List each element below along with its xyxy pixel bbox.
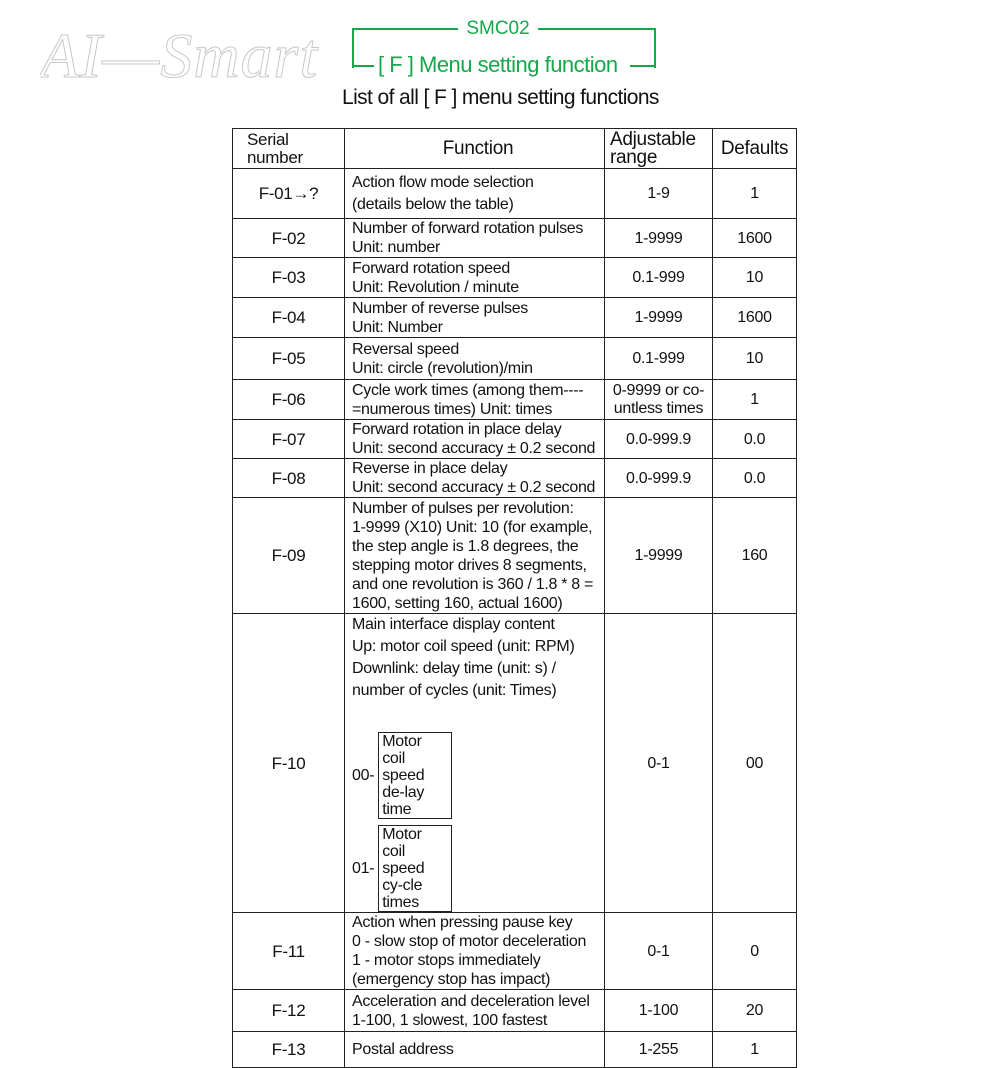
range-cell [605,169,713,219]
range-text: 1-100 [638,1002,679,1019]
function-line: 0 - slow stop of motor deceleration [352,933,587,950]
table-row [233,338,797,380]
table-row [233,614,797,913]
function-cell [345,420,605,459]
section-subtitle: [ F ] Menu setting function [378,52,618,77]
function-line: Main interface display content [352,616,555,633]
option-code: 01- [352,860,375,877]
range-text: 0.1-999 [632,269,685,286]
range-text: 0-1 [647,942,670,960]
page-title: List of all [ F ] menu setting functions [342,86,659,109]
function-cell [345,169,605,219]
default-cell: 1 [713,380,797,420]
range-text: 0.1-999 [632,350,685,367]
serial-cell: F-11 [233,913,345,990]
header-serial: Serial number [233,129,345,169]
serial-cell: F-07 [233,420,345,459]
header-defaults: Defaults [713,129,797,169]
range-text: 0-9999 or co-untless times [612,381,705,417]
range-cell [605,990,713,1032]
function-line: Number of reverse pulses [352,299,528,317]
range-cell [605,298,713,338]
option-box: Motor coil speed cy-cle times [378,825,452,912]
range-cell [605,614,713,913]
serial-cell: F-03 [233,258,345,298]
table-row [233,1032,797,1068]
default-cell: 1600 [713,298,797,338]
range-text: 0-1 [647,754,670,772]
function-cell [345,459,605,498]
table-row [233,169,797,219]
function-line: Number of pulses per revolution: [352,499,574,517]
function-line: Forward rotation in place delay [352,421,562,438]
watermark-logo: AI—Smart [40,20,319,91]
table-row [233,219,797,258]
function-cell [345,614,605,913]
range-text: 0.0-999.9 [626,430,691,448]
header-function: Function [345,129,605,169]
serial-cell: F-02 [233,219,345,258]
default-cell: 0.0 [713,420,797,459]
function-cell [345,298,605,338]
model-label: SMC02 [466,18,530,39]
function-cell [345,219,605,258]
table-row [233,498,797,614]
function-cell [345,1032,605,1068]
table-row [233,258,797,298]
range-cell [605,420,713,459]
range-text: 1-9999 [634,547,683,564]
default-cell: 1600 [713,219,797,258]
function-line: and one revolution is 360 / 1.8 * 8 = [352,575,594,593]
range-text: 1-9999 [634,309,683,326]
function-line: (emergency stop has impact) [352,971,551,988]
table-row [233,459,797,498]
range-text: 1-255 [638,1041,679,1058]
display-option [352,732,604,819]
function-line: number of cycles (unit: Times) [352,682,557,699]
function-line: 1 - motor stops immediately [352,952,541,969]
display-option [352,825,604,912]
default-cell: 10 [713,338,797,380]
default-cell: 160 [713,498,797,614]
range-text: 1-9 [647,185,670,202]
function-cell [345,380,605,420]
range-cell [605,219,713,258]
function-cell [345,498,605,614]
function-line: Action flow mode selection [352,173,534,191]
range-cell [605,258,713,298]
function-line: Cycle work times (among them---- [352,381,584,399]
function-line: Unit: number [352,239,440,256]
default-cell: 0.0 [713,459,797,498]
option-code: 00- [352,767,375,784]
range-cell [605,338,713,380]
default-cell: 1 [713,1032,797,1068]
serial-cell: F-04 [233,298,345,338]
bracket-line-left [352,65,374,67]
bracket-line-right [630,65,654,67]
table-row [233,380,797,420]
settings-table [232,128,797,1068]
function-line: Unit: second accuracy ± 0.2 second [352,479,596,496]
table-row [233,913,797,990]
range-cell [605,380,713,420]
serial-cell: F-01→? [233,169,345,219]
function-cell [345,258,605,298]
serial-cell: F-13 [233,1032,345,1068]
function-line: Unit: Revolution / minute [352,278,519,296]
serial-cell: F-10 [233,614,345,913]
table-header-row [233,129,797,169]
range-cell [605,1032,713,1068]
function-line: Up: motor coil speed (unit: RPM) [352,638,575,655]
serial-cell: F-09 [233,498,345,614]
default-cell: 20 [713,990,797,1032]
function-line: Postal address [352,1041,454,1058]
function-line: 1600, setting 160, actual 1600) [352,594,563,612]
range-cell [605,913,713,990]
function-cell [345,338,605,380]
range-cell [605,498,713,614]
default-cell: 00 [713,614,797,913]
function-line: Acceleration and deceleration level [352,992,590,1010]
function-line: 1-9999 (X10) Unit: 10 (for example, [352,518,593,536]
function-line: stepping motor drives 8 segments, [352,556,587,574]
function-line: 1-100, 1 slowest, 100 fastest [352,1011,547,1029]
function-line: Reverse in place delay [352,460,508,477]
function-cell [345,913,605,990]
table-row [233,298,797,338]
function-line: Number of forward rotation pulses [352,220,584,237]
header-range: Adjustable range [605,129,713,169]
default-cell: 0 [713,913,797,990]
function-cell [345,990,605,1032]
range-text: 0.0-999.9 [626,469,691,487]
table-row [233,420,797,459]
range-cell [605,459,713,498]
function-line: Reversal speed [352,340,459,358]
function-line: (details below the table) [352,195,514,213]
function-line: Unit: Number [352,318,443,336]
function-line: Downlink: delay time (unit: s) / [352,660,556,677]
function-line: =numerous times) Unit: times [352,400,553,418]
serial-cell: F-05 [233,338,345,380]
default-cell: 10 [713,258,797,298]
serial-cell: F-08 [233,459,345,498]
function-line: Action when pressing pause key [352,914,573,931]
range-text: 1-9999 [634,229,683,247]
function-line: Unit: second accuracy ± 0.2 second [352,440,596,457]
table-row [233,990,797,1032]
serial-cell: F-12 [233,990,345,1032]
default-cell: 1 [713,169,797,219]
function-line: Unit: circle (revolution)/min [352,359,533,377]
function-line: Forward rotation speed [352,259,510,277]
function-line: the step angle is 1.8 degrees, the [352,537,579,555]
serial-cell: F-06 [233,380,345,420]
option-box: Motor coil speed de-lay time [378,732,452,819]
